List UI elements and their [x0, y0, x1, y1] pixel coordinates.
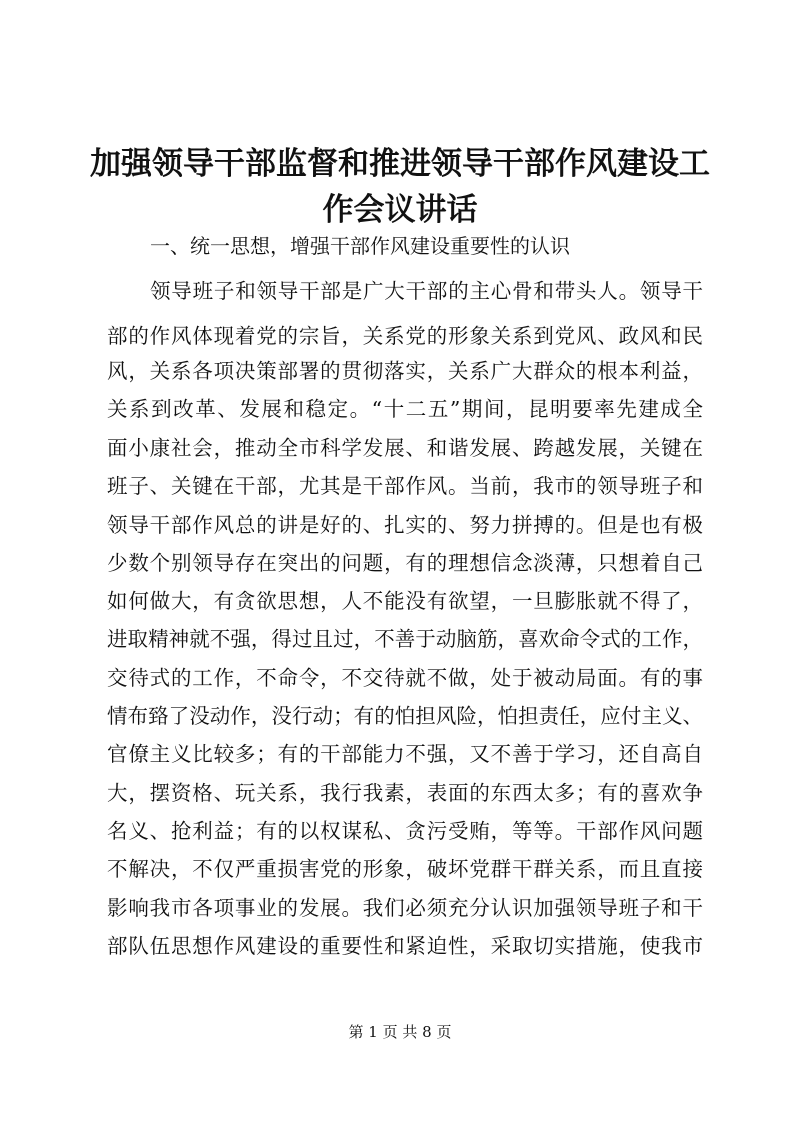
body-text-line: 如何做大，有贪欲思想，人不能没有欲望，一旦膨胀就不得了， — [107, 589, 703, 613]
body-text-line: 进取精神就不强，得过且过，不善于动脑筋，喜欢命令式的工作， — [107, 627, 703, 651]
body-text-line: 大，摆资格、玩关系，我行我素，表面的东西太多；有的喜欢争 — [107, 781, 703, 805]
document-title-line-1: 加强领导干部监督和推进领导干部作风建设工 — [90, 146, 710, 182]
body-text-line: 交待式的工作，不命令，不交待就不做，处于被动局面。有的事 — [107, 666, 703, 690]
body-text-line: 领导班子和领导干部是广大干部的主心骨和带头人。领导干 — [150, 279, 703, 303]
body-text-line: 少数个别领导存在突出的问题，有的理想信念淡薄，只想着自己 — [107, 551, 703, 575]
body-text-line: 班子、关键在干部，尤其是干部作风。当前，我市的领导班子和 — [107, 474, 703, 498]
body-text-line: 部的作风体现着党的宗旨，关系党的形象关系到党风、政风和民 — [107, 324, 703, 348]
body-text-line: 名义、抢利益；有的以权谋私、贪污受贿，等等。干部作风问题 — [107, 819, 703, 843]
body-text-line: 官僚主义比较多；有的干部能力不强，又不善于学习，还自高自 — [107, 742, 703, 766]
body-text-line: 不解决，不仅严重损害党的形象，破坏党群干群关系，而且直接 — [107, 857, 703, 881]
page-number-footer: 第 1 页 共 8 页 — [348, 1023, 452, 1041]
body-text-line: 影响我市各项事业的发展。我们必须充分认识加强领导班子和干 — [107, 896, 703, 920]
body-text-line: 领导干部作风总的讲是好的、扎实的、努力拼搏的。但是也有极 — [107, 513, 703, 537]
body-text-line: 风，关系各项决策部署的贯彻落实，关系广大群众的根本利益， — [107, 359, 703, 383]
body-text-line: 部队伍思想作风建设的重要性和紧迫性，采取切实措施，使我市 — [107, 934, 703, 958]
document-title-line-2: 作会议讲话 — [322, 192, 478, 228]
body-text-line: 关系到改革、发展和稳定。“十二五”期间，昆明要率先建成全 — [107, 397, 703, 421]
body-text-line: 面小康社会，推动全市科学发展、和谐发展、跨越发展，关键在 — [107, 436, 703, 460]
section-heading: 一、统一思想，增强干部作风建设重要性的认识 — [150, 234, 570, 258]
body-text-line: 情布臵了没动作，没行动；有的怕担风险，怕担责任，应付主义、 — [107, 704, 703, 728]
